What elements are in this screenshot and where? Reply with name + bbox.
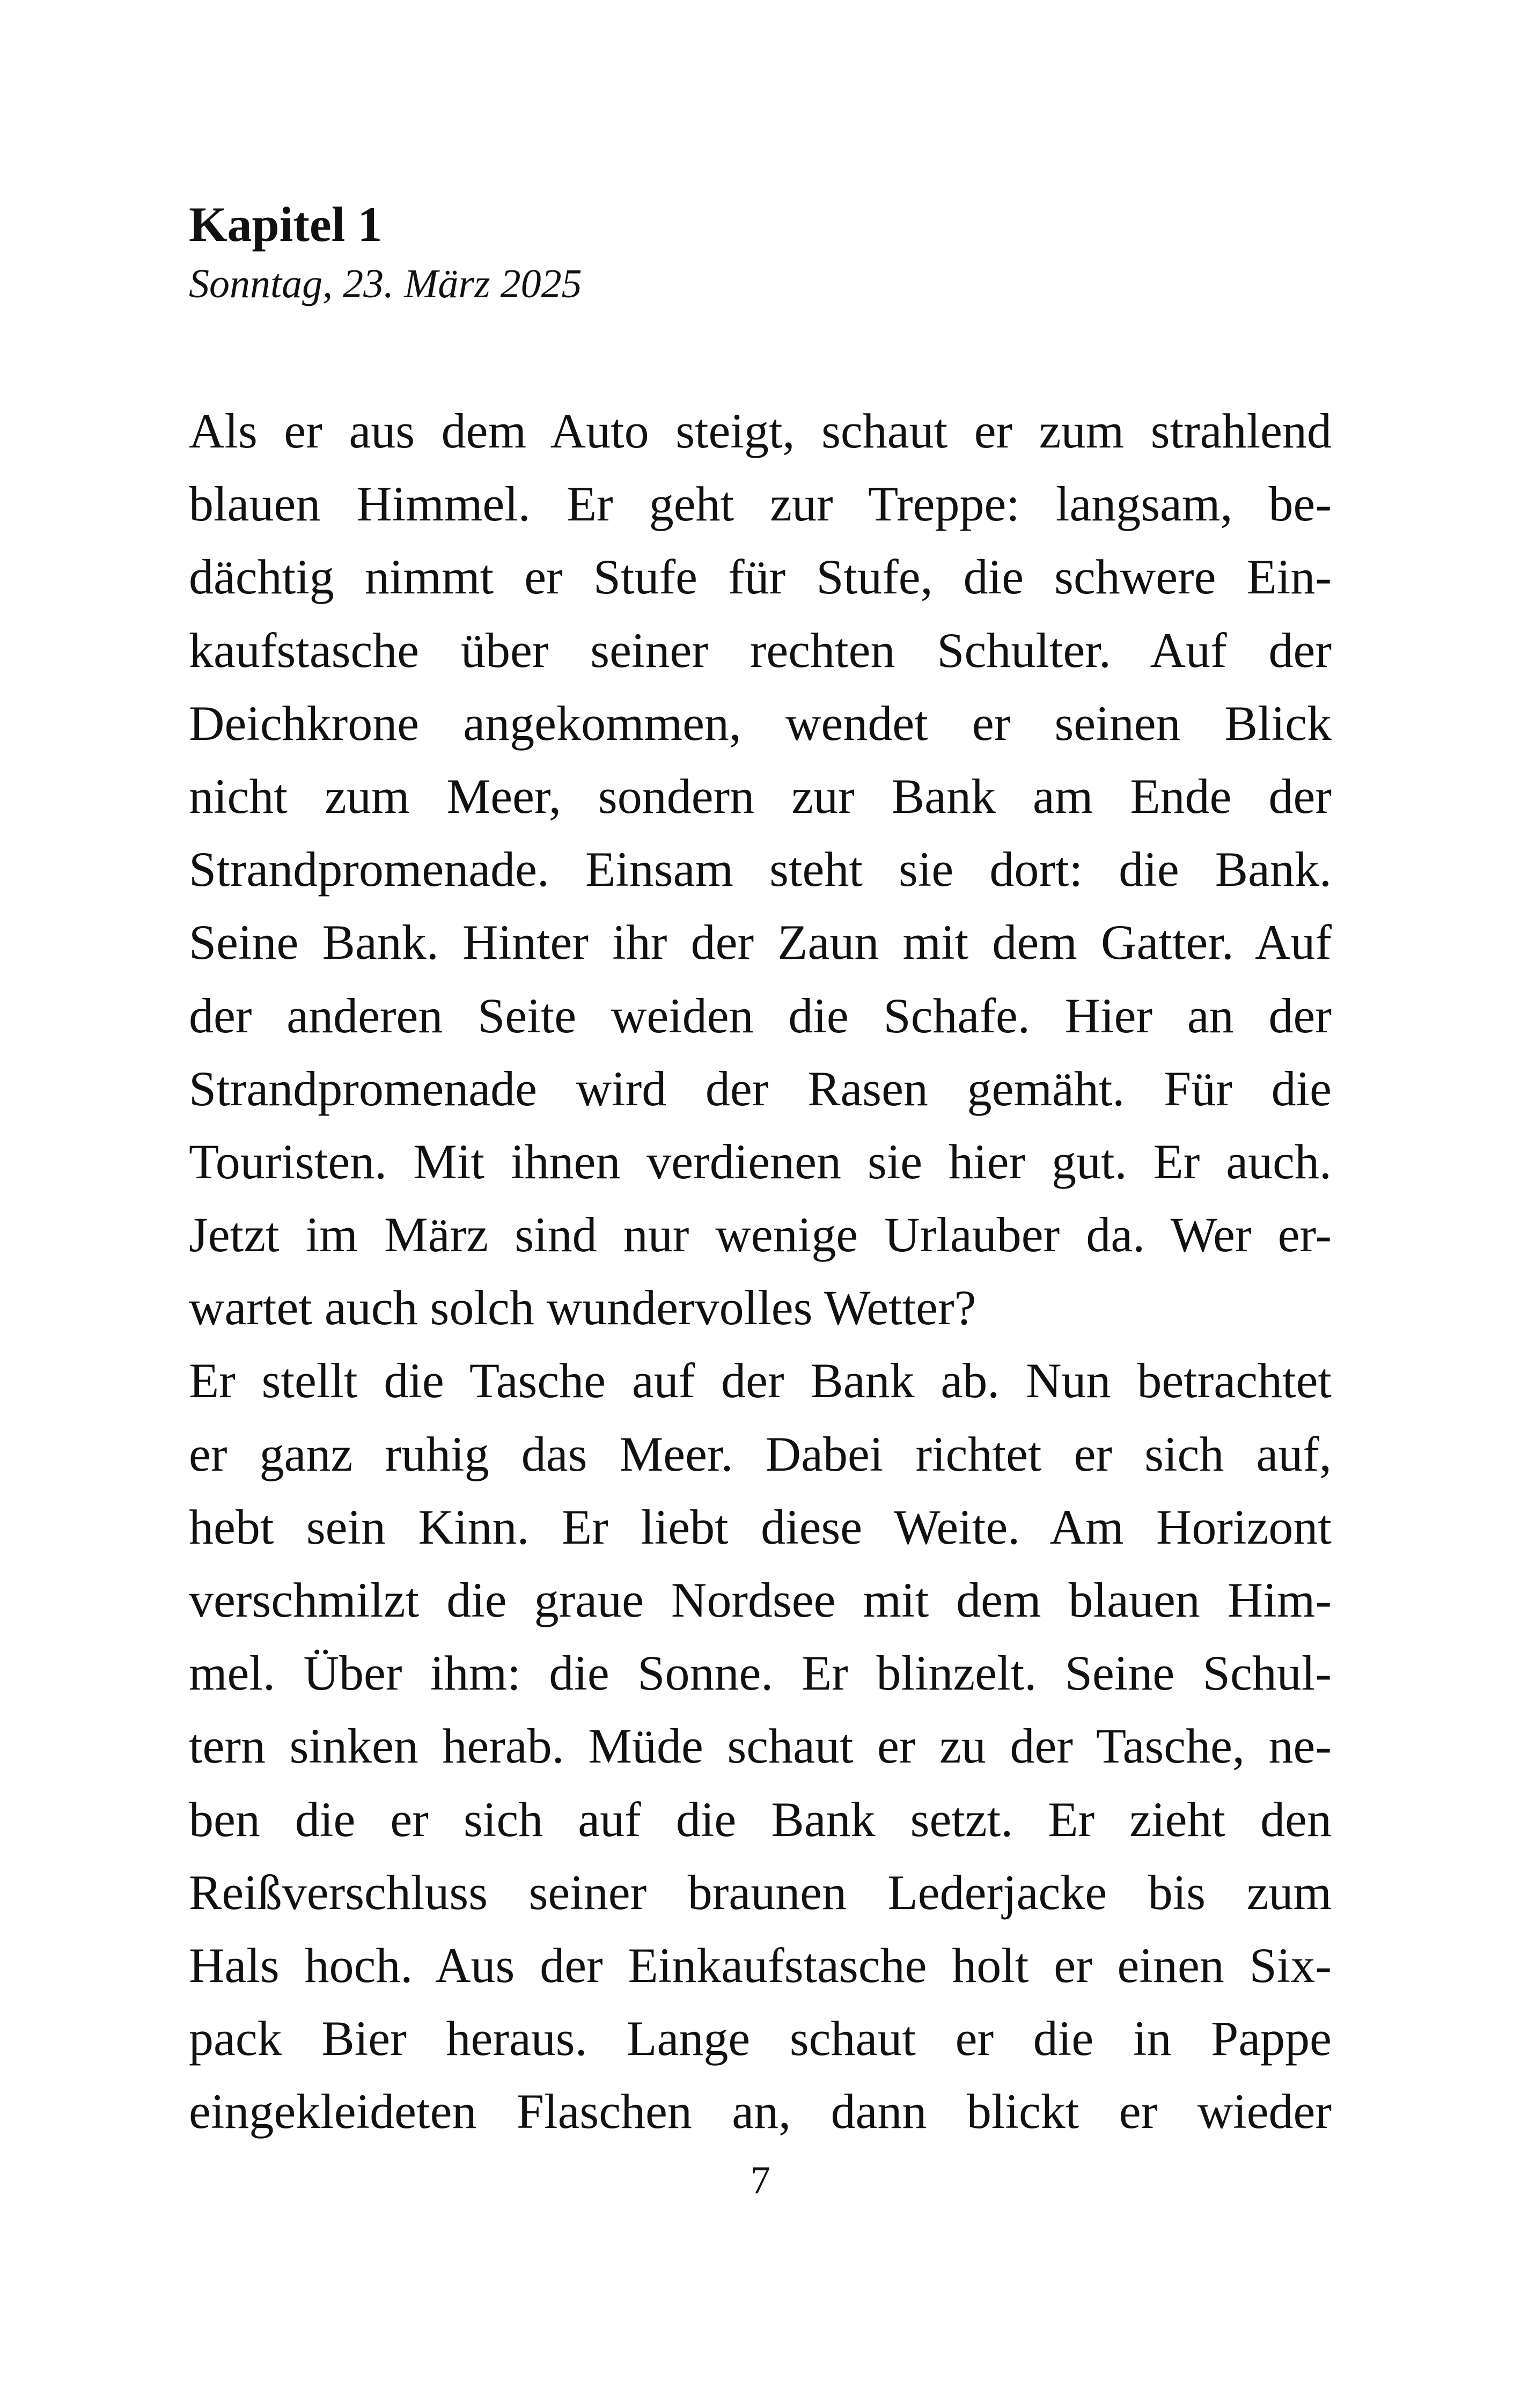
text-line: kaufstasche über seiner rechten Schulter. Auf der [189, 622, 1332, 678]
text-line: Deichkrone angekommen, wendet er seinen Blick [189, 695, 1332, 751]
text-line: er ganz ruhig das Meer. Dabei richtet er sich auf, [189, 1426, 1332, 1481]
text-line: Reißverschluss seiner braunen Lederjacke bis zum [189, 1864, 1332, 1920]
text-line: Touristen. Mit ihnen verdienen sie hier gut. Er auch. [189, 1134, 1332, 1189]
text-line: Er stellt die Tasche auf der Bank ab. Nun betrachtet [189, 1353, 1332, 1408]
text-line: eingekleideten Flaschen an, dann blickt er wieder [189, 2084, 1332, 2139]
text-line: tern sinken herab. Müde schaut er zu der Tasche, ne- [189, 1719, 1332, 1774]
paragraph-1 [189, 394, 1332, 1344]
text-line: Strandpromenade wird der Rasen gemäht. Für die [189, 1061, 1332, 1116]
text-line: mel. Über ihm: die Sonne. Er blinzelt. Seine Schul- [189, 1646, 1332, 1701]
text-line: blauen Himmel. Er geht zur Treppe: langsam, be- [189, 476, 1332, 532]
text-line: Seine Bank. Hinter ihr der Zaun mit dem Gatter. Auf [189, 915, 1332, 970]
page-number: 7 [751, 2159, 770, 2203]
text-line: dächtig nimmt er Stufe für Stufe, die schwere Ein- [189, 549, 1332, 605]
text-line: nicht zum Meer, sondern zur Bank am Ende der [189, 768, 1332, 824]
text-line: wartet auch solch wundervolles Wetter? [189, 1280, 976, 1335]
body-text [189, 394, 1332, 2148]
chapter-title: Kapitel 1 [189, 197, 383, 252]
text-line: Hals hoch. Aus der Einkaufstasche holt er einen Six- [189, 1937, 1332, 1993]
text-line: der anderen Seite weiden die Schafe. Hier an der [189, 988, 1332, 1043]
text-line: Strandpromenade. Einsam steht sie dort: die Bank. [189, 842, 1332, 897]
text-line: hebt sein Kinn. Er liebt diese Weite. Am Horizont [189, 1499, 1332, 1554]
chapter-date: Sonntag, 23. März 2025 [189, 261, 582, 306]
text-line: verschmilzt die graue Nordsee mit dem blauen Him- [189, 1573, 1332, 1627]
text-line: Jetzt im März sind nur wenige Urlauber da. Wer er- [189, 1207, 1332, 1262]
text-line: ben die er sich auf die Bank setzt. Er zieht den [189, 1792, 1332, 1847]
paragraph-2 [189, 1344, 1332, 2148]
text-line: Als er aus dem Auto steigt, schaut er zum strahlend [189, 403, 1332, 458]
text-line: pack Bier heraus. Lange schaut er die in Pappe [189, 2011, 1332, 2066]
